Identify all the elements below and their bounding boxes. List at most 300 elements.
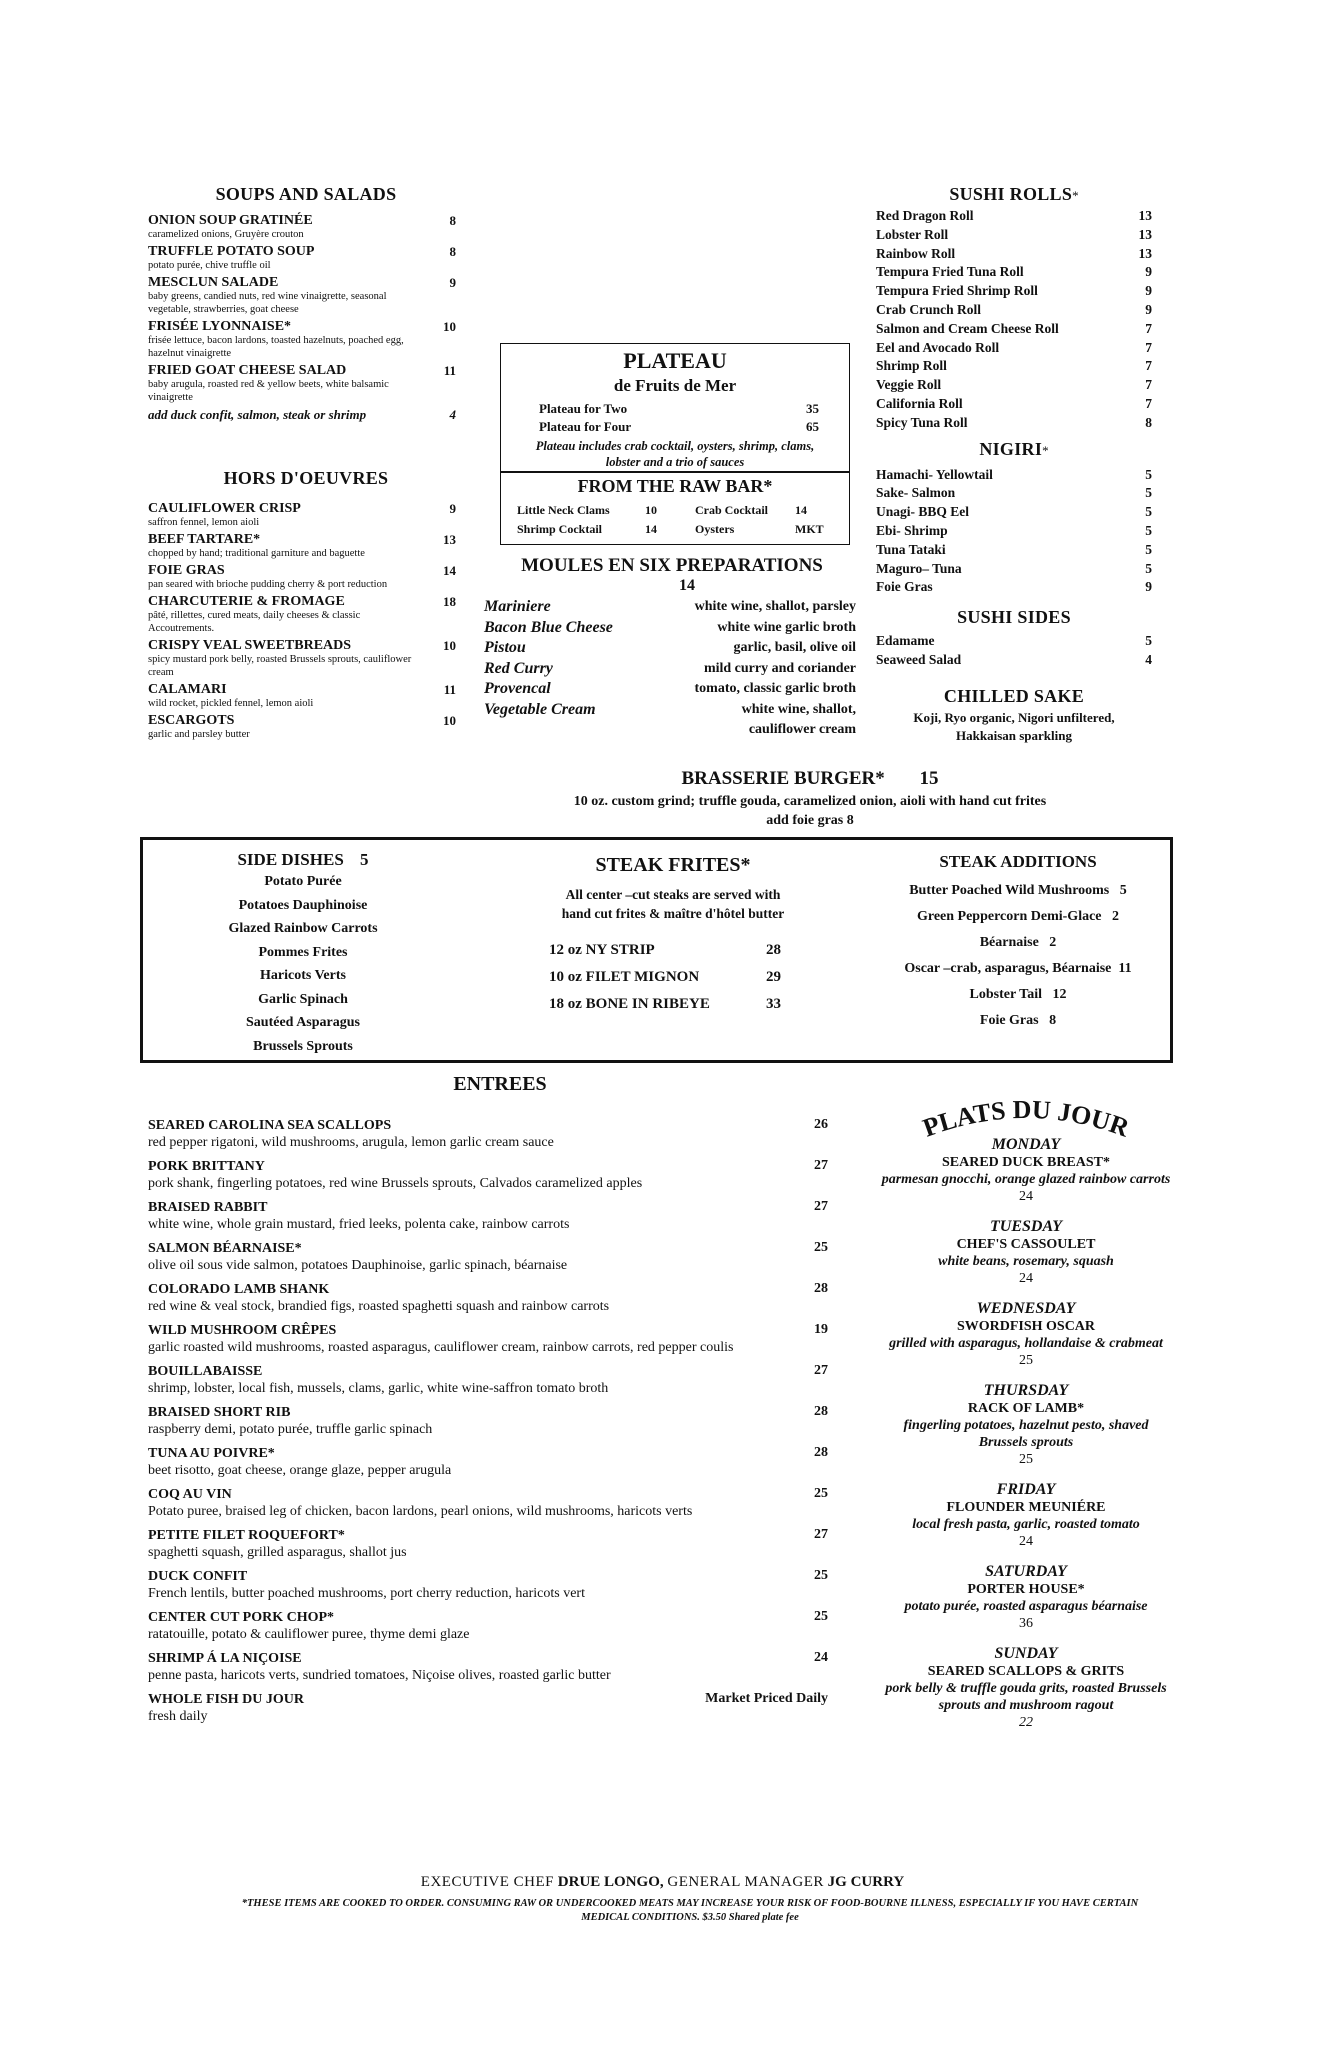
roll-item-name: Red Dragon Roll xyxy=(876,208,974,223)
plat-dish-price: 36 xyxy=(1019,1616,1033,1631)
roll-item-name: Spicy Tuna Roll xyxy=(876,414,968,430)
plat-dish-desc: potato purée, roasted asparagus béarnaise xyxy=(904,1599,1148,1614)
hors-item-name: CAULIFLOWER CRISP xyxy=(148,501,301,516)
soup-item-name: FRISÉE LYONNAISE* xyxy=(148,319,292,334)
plateau-subtitle: de Fruits de Mer xyxy=(613,376,737,395)
moules-item-name: Provencal xyxy=(484,680,551,697)
roll-item-price: 9 xyxy=(1145,301,1152,317)
moules-item-desc: white wine, shallot, xyxy=(741,701,856,717)
sushi-side-item-name: Edamame xyxy=(876,633,935,649)
entree-item xyxy=(148,1691,828,1725)
entree-item-desc: ratatouille, potato & cauliflower puree, thyme demi glaze xyxy=(148,1627,470,1642)
plateau-note: Plateau includes crab cocktail, oysters, shrimp, clams, lobster and a trio of sauces xyxy=(535,439,815,469)
hors-item-desc: garlic and parsley butter xyxy=(148,729,250,740)
raw-bar-box xyxy=(500,471,850,545)
roll-item xyxy=(876,376,1152,395)
plat-dish-price: 24 xyxy=(1019,1534,1033,1549)
moules-item xyxy=(484,597,860,618)
soup-item xyxy=(148,319,464,360)
steak-frites-item xyxy=(549,964,781,991)
moules-item-desc: white wine, shallot, parsley xyxy=(694,599,856,614)
entree-item-name: SEARED CAROLINA SEA SCALLOPS xyxy=(148,1118,392,1133)
plat-day-name: MONDAY xyxy=(991,1136,1061,1153)
steak-frites-item-price: 33 xyxy=(766,996,781,1012)
raw-bar-item-price: 14 xyxy=(645,522,657,536)
roll-item xyxy=(876,245,1152,264)
entree-item-desc: Potato puree, braised leg of chicken, bacon lardons, pearl onions, wild mushrooms, haricots verts xyxy=(148,1504,693,1519)
sushi-rolls-mark: * xyxy=(1072,188,1079,203)
soup-item-price: 8 xyxy=(449,213,456,228)
plat-dish-desc: parmesan gnocchi, orange glazed rainbow carrots xyxy=(881,1172,1171,1187)
steak-addition-item: Oscar –crab, asparagus, Béarnaise 11 xyxy=(904,961,1132,976)
roll-item xyxy=(876,395,1152,414)
roll-item xyxy=(876,207,1152,226)
burger-addon: add foie gras 8 xyxy=(766,813,854,828)
side-dish-item: Potato Purée xyxy=(264,874,342,889)
steak-frites-item xyxy=(549,991,781,1018)
side-dish-item: Pommes Frites xyxy=(258,944,348,960)
roll-item-name: Salmon and Cream Cheese Roll xyxy=(876,320,1059,336)
raw-bar-item-label: Shrimp Cocktail xyxy=(517,522,603,536)
plateau-row-label: Plateau for Two xyxy=(539,401,628,416)
entree-item-price: Market Priced Daily xyxy=(705,1691,828,1706)
chef-name: DRUE LONGO, xyxy=(557,1874,664,1890)
entree-item-desc: white wine, whole grain mustard, fried leeks, polenta cake, rainbow carrots xyxy=(148,1217,570,1232)
entree-item-name: SALMON BÉARNAISE* xyxy=(148,1241,302,1256)
hors-item-price: 14 xyxy=(443,563,456,578)
moules-tail: cauliflower cream xyxy=(748,722,856,737)
entree-item-desc: penne pasta, haricots verts, sundried tomatoes, Niçoise olives, roasted garlic butter xyxy=(148,1668,611,1683)
entree-item-price: 27 xyxy=(814,1158,828,1173)
entree-item-name: DUCK CONFIT xyxy=(148,1569,248,1584)
plats-du-jour-title: PLATS DU JOUR xyxy=(918,1094,1133,1143)
entree-item-price: 26 xyxy=(814,1117,828,1132)
roll-item xyxy=(876,320,1152,339)
raw-bar-item-price: 10 xyxy=(645,503,657,517)
entree-item xyxy=(148,1486,828,1520)
soups-addon xyxy=(148,407,464,423)
steak-frites-title: STEAK FRITES* xyxy=(595,854,751,876)
nigiri-item xyxy=(876,503,1152,522)
roll-item-name: Rainbow Roll xyxy=(876,245,956,261)
sushi-side-item-price: 5 xyxy=(1145,633,1152,649)
plat-day-block xyxy=(878,1299,1174,1369)
soup-item-price: 10 xyxy=(443,319,456,334)
chef-label: EXECUTIVE CHEF xyxy=(420,1874,555,1890)
entree-item-name: CENTER CUT PORK CHOP* xyxy=(148,1610,335,1625)
plat-dish-name: CHEF'S CASSOULET xyxy=(956,1237,1096,1252)
plat-dish-desc: white beans, rosemary, squash xyxy=(938,1254,1114,1269)
roll-item-name: Veggie Roll xyxy=(876,377,942,393)
plateau-row-price: 65 xyxy=(806,419,819,434)
soup-item-price: 8 xyxy=(449,244,456,259)
roll-item xyxy=(876,301,1152,320)
hors-item xyxy=(148,532,464,560)
entree-item-price: 24 xyxy=(814,1650,828,1665)
side-dishes-price: 5 xyxy=(360,850,369,869)
side-dish-item: Garlic Spinach xyxy=(258,991,348,1007)
nigiri-item xyxy=(876,466,1152,485)
roll-item xyxy=(876,263,1152,282)
soup-item xyxy=(148,363,464,404)
roll-item-price: 9 xyxy=(1145,283,1152,299)
plateau-row xyxy=(539,400,819,418)
roll-item-price: 7 xyxy=(1145,339,1152,355)
moules-price: 14 xyxy=(679,577,695,594)
entree-item xyxy=(148,1527,828,1561)
burger-desc: 10 oz. custom grind; truffle gouda, caramelized onion, aioli with hand cut frites xyxy=(573,794,1047,809)
hors-item-desc: saffron fennel, lemon aioli xyxy=(148,517,260,528)
sushi-rolls-list xyxy=(876,207,1152,433)
plat-dish-desc: fingerling potatoes, hazelnut pesto, shaved Brussels sprouts xyxy=(903,1418,1149,1450)
plat-dish-name: FLOUNDER MEUNIÉRE xyxy=(946,1500,1106,1515)
entree-item-name: WILD MUSHROOM CRÊPES xyxy=(148,1323,337,1338)
raw-bar-grid xyxy=(517,503,849,537)
plat-dish-name: PORTER HOUSE* xyxy=(967,1582,1085,1597)
nigiri-item-name: Sake- Salmon xyxy=(876,485,956,501)
entree-item-desc: olive oil sous vide salmon, potatoes Dauphinoise, garlic spinach, béarnaise xyxy=(148,1258,568,1273)
soup-item-name: MESCLUN SALADE xyxy=(148,275,279,290)
plat-day-block xyxy=(878,1480,1174,1550)
side-dish-item: Haricots Verts xyxy=(260,968,346,983)
entree-item-name: COLORADO LAMB SHANK xyxy=(148,1282,330,1297)
gm-label: GENERAL MANAGER xyxy=(667,1874,824,1890)
sake-title: CHILLED SAKE xyxy=(943,685,1085,706)
entree-item-name: BRAISED RABBIT xyxy=(148,1200,268,1215)
hors-item-desc: spicy mustard pork belly, roasted Brussels sprouts, cauliflower cream xyxy=(148,654,412,678)
soups-list xyxy=(148,213,464,404)
roll-item-price: 9 xyxy=(1145,264,1152,280)
plat-day-block xyxy=(878,1381,1174,1468)
entree-item-name: SHRIMP Á LA NIÇOISE xyxy=(148,1651,302,1666)
steak-frites-item-name: 12 oz NY STRIP xyxy=(549,942,655,958)
entree-item xyxy=(148,1609,828,1643)
nigiri-heading xyxy=(876,439,1152,460)
entree-item-desc: spaghetti squash, grilled asparagus, shallot jus xyxy=(148,1545,407,1560)
roll-item-name: California Roll xyxy=(876,395,963,411)
steak-frites-desc2: hand cut frites & maître d'hôtel butter xyxy=(561,906,785,921)
moules-item-name: Red Curry xyxy=(484,659,553,677)
nigiri-list xyxy=(876,466,1152,598)
plateau-box xyxy=(500,343,850,473)
nigiri-item-price: 5 xyxy=(1145,504,1152,520)
plateau-rows xyxy=(539,400,819,436)
burger-title: BRASSERIE BURGER* xyxy=(681,768,885,789)
entree-item-price: 28 xyxy=(814,1445,828,1460)
nigiri-title: NIGIRI xyxy=(979,438,1043,459)
entrees-title: ENTREES xyxy=(453,1073,547,1095)
hors-item-name: CRISPY VEAL SWEETBREADS xyxy=(148,638,352,653)
entree-item-price: 19 xyxy=(814,1322,828,1337)
moules-item-desc: white wine garlic broth xyxy=(717,619,856,635)
entree-item-desc: beet risotto, goat cheese, orange glaze, pepper arugula xyxy=(148,1463,452,1478)
entree-item-price: 27 xyxy=(814,1527,828,1542)
plat-dish-name: SWORDFISH OSCAR xyxy=(956,1319,1096,1334)
plateau-title: PLATEAU xyxy=(623,348,727,373)
roll-item xyxy=(876,357,1152,376)
sushi-side-item xyxy=(876,651,1152,670)
hors-item-desc: chopped by hand; traditional garniture and baguette xyxy=(148,548,365,559)
entree-item xyxy=(148,1650,828,1684)
entree-item xyxy=(148,1199,828,1233)
hors-item xyxy=(148,594,464,635)
side-dish-item: Sautéed Asparagus xyxy=(246,1015,360,1030)
nigiri-item-name: Hamachi- Yellowtail xyxy=(876,466,993,482)
steak-frites-list xyxy=(523,937,823,1018)
raw-bar-title: FROM THE RAW BAR* xyxy=(577,476,773,496)
entree-item xyxy=(148,1158,828,1192)
roll-item xyxy=(876,282,1152,301)
sushi-side-item-price: 4 xyxy=(1145,651,1152,667)
sushi-sides-title: SUSHI SIDES xyxy=(957,607,1071,628)
sake-line2: Hakkaisan sparkling xyxy=(956,727,1072,743)
soup-item xyxy=(148,213,464,241)
moules-item-desc: mild curry and coriander xyxy=(703,660,856,676)
plat-day-name: SUNDAY xyxy=(994,1645,1058,1662)
hors-item-price: 18 xyxy=(443,594,456,609)
roll-item-name: Tempura Fried Shrimp Roll xyxy=(876,283,1038,299)
sake-line1: Koji, Ryo organic, Nigori unfiltered, xyxy=(913,709,1115,725)
moules-item-name: Vegetable Cream xyxy=(484,700,596,718)
moules-item-desc: garlic, basil, olive oil xyxy=(733,640,856,655)
side-dishes xyxy=(183,850,423,1058)
nigiri-item-price: 5 xyxy=(1145,466,1152,482)
entree-item xyxy=(148,1322,828,1356)
entree-item xyxy=(148,1281,828,1315)
entree-item xyxy=(148,1117,828,1151)
sushi-section xyxy=(876,184,1152,745)
nigiri-mark: * xyxy=(1042,442,1049,458)
moules-item-name: Mariniere xyxy=(484,598,551,615)
moules-item-name: Bacon Blue Cheese xyxy=(484,618,613,636)
hors-item-desc: pan seared with brioche pudding cherry & port reduction xyxy=(148,579,388,590)
side-dishes-title: SIDE DISHES xyxy=(237,850,344,869)
entree-item-desc: fresh daily xyxy=(148,1709,208,1724)
steak-addition-item: Foie Gras 8 xyxy=(979,1013,1057,1028)
entree-item-price: 25 xyxy=(814,1240,828,1255)
plat-day-block xyxy=(878,1135,1174,1205)
roll-item-price: 13 xyxy=(1138,226,1152,242)
roll-item xyxy=(876,339,1152,358)
moules-item xyxy=(484,659,860,680)
moules-item xyxy=(484,638,860,659)
plat-dish-name: SEARED DUCK BREAST* xyxy=(941,1155,1111,1170)
roll-item-price: 8 xyxy=(1145,414,1152,430)
gm-name: JG CURRY xyxy=(827,1874,905,1890)
plateau-row xyxy=(539,418,819,436)
nigiri-item-price: 9 xyxy=(1145,579,1152,595)
soup-item xyxy=(148,275,464,316)
raw-bar-item-label: Little Neck Clams xyxy=(517,503,610,517)
nigiri-item-price: 5 xyxy=(1145,541,1152,557)
hors-item-price: 10 xyxy=(443,638,456,653)
side-dish-item: Brussels Sprouts xyxy=(253,1038,353,1054)
plat-dish-price: 25 xyxy=(1019,1452,1033,1467)
roll-item-price: 7 xyxy=(1145,395,1152,411)
hors-item-name: FOIE GRAS xyxy=(148,563,225,578)
entree-item-price: 27 xyxy=(814,1363,828,1378)
plat-day-block xyxy=(878,1562,1174,1632)
hors-item xyxy=(148,713,464,741)
soup-item xyxy=(148,244,464,272)
soup-item-name: ONION SOUP GRATINÉE xyxy=(148,213,313,228)
soup-item-desc: baby arugula, roasted red & yellow beets, white balsamic vinaigrette xyxy=(148,379,389,403)
nigiri-item xyxy=(876,522,1152,541)
raw-bar-item-price: MKT xyxy=(795,522,824,536)
soup-item-name: FRIED GOAT CHEESE SALAD xyxy=(148,363,347,378)
plat-dish-desc: pork belly & truffle gouda grits, roasted Brussels sprouts and mushroom ragout xyxy=(885,1681,1167,1713)
roll-item xyxy=(876,414,1152,433)
sushi-side-item-name: Seaweed Salad xyxy=(876,651,962,667)
roll-item-price: 7 xyxy=(1145,377,1152,393)
entree-item-desc: garlic roasted wild mushrooms, roasted asparagus, cauliflower cream, rainbow carrots, red pepper coulis xyxy=(148,1340,734,1355)
steak-frites-item-price: 28 xyxy=(766,942,781,958)
side-dish-item: Glazed Rainbow Carrots xyxy=(228,921,378,936)
entree-item xyxy=(148,1445,828,1479)
hors-item-price: 10 xyxy=(443,713,456,728)
nigiri-item xyxy=(876,541,1152,560)
entree-item-name: BOUILLABAISSE xyxy=(148,1364,263,1379)
entree-item-desc: shrimp, lobster, local fish, mussels, clams, garlic, white wine-saffron tomato broth xyxy=(148,1381,609,1396)
hors-item xyxy=(148,682,464,710)
steak-frites-item xyxy=(549,937,781,964)
soup-item-desc: potato purée, chive truffle oil xyxy=(148,260,271,271)
moules-item-desc: tomato, classic garlic broth xyxy=(694,681,856,696)
hors-item-name: CALAMARI xyxy=(148,682,227,697)
steak-box xyxy=(140,837,1173,1063)
steak-addition-item: Béarnaise 2 xyxy=(979,935,1057,950)
sushi-side-item xyxy=(876,632,1152,651)
plat-dish-price: 24 xyxy=(1019,1189,1033,1204)
plat-dish-name: RACK OF LAMB* xyxy=(967,1401,1085,1416)
raw-bar-item-label: Crab Cocktail xyxy=(695,503,768,517)
entree-item-price: 28 xyxy=(814,1281,828,1296)
entree-item-name: PETITE FILET ROQUEFORT* xyxy=(148,1528,345,1543)
entree-item-price: 25 xyxy=(814,1486,828,1501)
plat-day-name: FRIDAY xyxy=(996,1481,1056,1498)
hors-item-desc: pâté, rillettes, cured meats, daily cheeses & classic Accoutrements. xyxy=(148,610,361,634)
entree-item-price: 28 xyxy=(814,1404,828,1419)
soups-addon-price: 4 xyxy=(449,407,456,422)
plats-list xyxy=(878,1135,1174,1743)
entree-item xyxy=(148,1404,828,1438)
soups-salads-section xyxy=(148,184,464,423)
roll-item-price: 7 xyxy=(1145,320,1152,336)
hors-item-desc: wild rocket, pickled fennel, lemon aioli xyxy=(148,698,314,709)
sushi-rolls-title: SUSHI ROLLS xyxy=(949,184,1073,204)
entree-item-name: WHOLE FISH DU JOUR xyxy=(148,1692,304,1707)
steak-addition-item: Lobster Tail 12 xyxy=(969,987,1067,1002)
steak-additions xyxy=(873,852,1163,1034)
nigiri-item-price: 5 xyxy=(1145,522,1152,538)
plateau-row-label: Plateau for Four xyxy=(539,419,632,434)
roll-item-price: 13 xyxy=(1138,208,1152,223)
roll-item-name: Eel and Avocado Roll xyxy=(876,339,1000,355)
entree-item-name: TUNA AU POIVRE* xyxy=(148,1446,275,1461)
entree-item xyxy=(148,1568,828,1602)
nigiri-item-name: Unagi- BBQ Eel xyxy=(876,504,970,520)
hors-item-name: ESCARGOTS xyxy=(148,713,235,728)
steak-frites-item-name: 10 oz FILET MIGNON xyxy=(549,969,700,985)
hors-title: HORS D'OEUVRES xyxy=(223,468,389,488)
steak-frites xyxy=(523,854,823,1018)
nigiri-item-name: Ebi- Shrimp xyxy=(876,522,948,538)
soup-item-desc: caramelized onions, Gruyère crouton xyxy=(148,229,304,240)
entree-item-name: BRAISED SHORT RIB xyxy=(148,1405,291,1420)
side-dish-item: Potatoes Dauphinoise xyxy=(238,897,368,913)
soups-addon-text: add duck confit, salmon, steak or shrimp xyxy=(148,407,367,422)
hors-item-name: BEEF TARTARE* xyxy=(148,532,261,547)
hors-item-price: 11 xyxy=(443,682,456,697)
nigiri-item-name: Tuna Tataki xyxy=(876,541,946,557)
moules-item xyxy=(484,618,860,639)
entree-item-desc: raspberry demi, potato purée, truffle garlic spinach xyxy=(148,1422,433,1437)
hors-item xyxy=(148,563,464,591)
hors-list xyxy=(148,501,464,741)
plat-day-name: THURSDAY xyxy=(983,1382,1069,1399)
nigiri-item-name: Maguro– Tuna xyxy=(876,560,962,576)
side-dishes-heading xyxy=(183,850,423,870)
raw-bar-item-price: 14 xyxy=(795,503,807,517)
soup-item-desc: frisée lettuce, bacon lardons, toasted hazelnuts, poached egg, hazelnut vinaigrette xyxy=(148,335,404,359)
entree-item-price: 25 xyxy=(814,1568,828,1583)
hors-item-name: CHARCUTERIE & FROMAGE xyxy=(148,594,345,609)
steak-additions-title: STEAK ADDITIONS xyxy=(939,852,1097,871)
roll-item-name: Lobster Roll xyxy=(876,226,949,242)
nigiri-item xyxy=(876,484,1152,503)
roll-item-name: Shrimp Roll xyxy=(876,358,947,374)
steak-frites-desc1: All center –cut steaks are served with xyxy=(565,887,781,902)
hors-section xyxy=(148,468,464,744)
plat-dish-desc: grilled with asparagus, hollandaise & crabmeat xyxy=(889,1336,1163,1351)
roll-item-price: 13 xyxy=(1138,245,1152,261)
burger-price: 15 xyxy=(919,768,939,789)
entree-item-name: PORK BRITTANY xyxy=(148,1159,265,1174)
steak-frites-item-price: 29 xyxy=(766,969,781,985)
plateau-row-price: 35 xyxy=(806,401,819,416)
nigiri-item-price: 5 xyxy=(1145,560,1152,576)
nigiri-item-name: Foie Gras xyxy=(876,579,933,595)
steak-addition-item: Butter Poached Wild Mushrooms 5 xyxy=(909,883,1127,898)
plat-dish-name: SEARED SCALLOPS & GRITS xyxy=(927,1664,1125,1679)
entree-item-desc: red pepper rigatoni, wild mushrooms, arugula, lemon garlic cream sauce xyxy=(148,1135,554,1150)
hors-item xyxy=(148,638,464,679)
soups-salads-title: SOUPS AND SALADS xyxy=(215,184,397,204)
plat-dish-price: 24 xyxy=(1019,1271,1033,1286)
moules-section xyxy=(484,555,860,740)
burger-section xyxy=(500,768,1120,830)
entree-item-desc: red wine & veal stock, brandied figs, roasted spaghetti squash and rainbow carrots xyxy=(148,1299,610,1314)
entrees-list xyxy=(148,1117,828,1732)
plat-day-name: WEDNESDAY xyxy=(976,1300,1076,1317)
sushi-rolls-heading xyxy=(876,184,1152,205)
moules-title: MOULES EN SIX PREPARATIONS xyxy=(521,555,823,576)
plat-day-block xyxy=(878,1217,1174,1287)
soup-item-desc: baby greens, candied nuts, red wine vinaigrette, seasonal vegetable, strawberries, goat cheese xyxy=(148,291,387,315)
footer-disclaimer: *THESE ITEMS ARE COOKED TO ORDER. CONSUMING RAW OR UNDERCOOKED MEATS MAY INCREASE YOUR RISK OF FOOD-BOURNE ILLNESS, ESPECIALLY IF YOU HAVE CERTAIN MEDICAL CONDITIONS. $3.50 Shared plate fee xyxy=(241,1898,1139,1923)
hors-item-price: 13 xyxy=(443,532,456,547)
plat-dish-price: 22 xyxy=(1019,1715,1033,1730)
entree-item xyxy=(148,1240,828,1274)
side-dishes-list xyxy=(183,870,423,1058)
plat-day-name: SATURDAY xyxy=(985,1563,1067,1580)
nigiri-item xyxy=(876,578,1152,597)
steak-frites-item-name: 18 oz BONE IN RIBEYE xyxy=(549,996,710,1012)
footer-credits xyxy=(140,1874,1185,1891)
burger-heading xyxy=(500,768,1120,790)
steak-addition-item: Green Peppercorn Demi-Glace 2 xyxy=(916,909,1120,924)
soup-item-price: 9 xyxy=(449,275,456,290)
